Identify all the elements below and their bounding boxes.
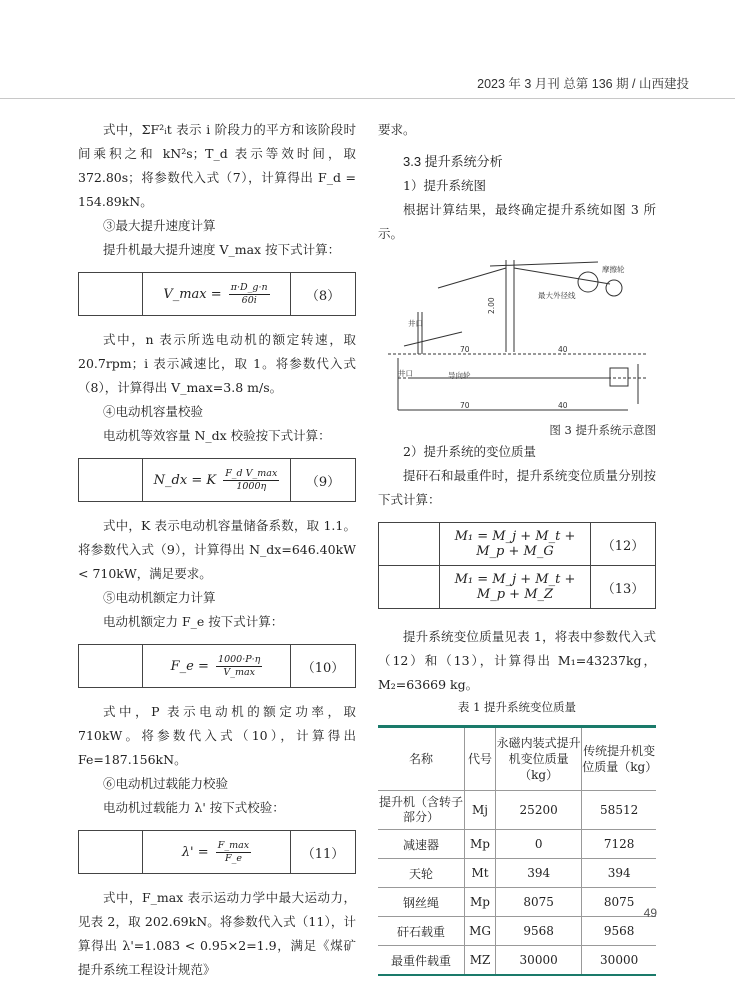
diagram-label-dim-40-bottom: 40	[558, 401, 568, 410]
table-row: 最重件载重 MZ 30000 30000	[378, 946, 656, 976]
paragraph-k-def: 式中，K 表示电动机容量储备系数，取 1.1。将参数代入式（9），计算得出 N_dx=646.40kW < 710kW，满足要求。	[78, 518, 356, 581]
diagram-label-dim-70-bottom: 70	[460, 401, 470, 410]
table-row: 减速器 Mp 0 7128	[378, 830, 656, 859]
eq11-numerator: F_max	[217, 839, 250, 851]
section-overload: ⑥电动机过载能力校验	[103, 776, 229, 791]
eq10-lhs: F_e =	[170, 658, 209, 674]
running-header: 2023 年 3 月刊 总第 136 期 / 山西建投	[477, 77, 689, 91]
eq8-lhs: V_max =	[163, 286, 222, 302]
eq13-number: （13）	[591, 566, 656, 609]
diagram-label-max-diameter: 最大外径线	[538, 291, 576, 300]
eq12-number: （12）	[591, 523, 656, 566]
eq13-expression: M₁ = M_j + M_t + M_p + M_Z	[440, 566, 591, 609]
eq10-number: （10）	[291, 645, 356, 688]
equation-10	[78, 644, 356, 688]
hoist-system-diagram	[378, 254, 656, 414]
paragraph-mass-result: 提升系统变位质量见表 1，将表中参数代入式（12）和（13），计算得出 M₁=43237kg，M₂=63669 kg。	[378, 629, 656, 692]
diagram-label-height: 2.00	[487, 297, 496, 314]
eq9-number: （9）	[291, 459, 356, 502]
variable-mass-table	[378, 725, 656, 976]
eq9-lhs: N_dx = K	[153, 472, 217, 488]
paragraph-fe-intro: 电动机额定力 F_e 按下式计算：	[103, 614, 284, 629]
eq10-denominator: V_max	[223, 666, 255, 678]
diagram-label-wellhead-bottom: 井口	[398, 369, 413, 378]
section-heading-3-3: 3.3 提升系统分析	[403, 154, 503, 169]
eq10-fraction	[216, 654, 262, 679]
paragraph-n-def: 式中，n 表示所选电动机的额定转速，取 20.7rpm；i 表示减速比，取 1。将参数代入式（8），计算得出 V_max=3.8 m/s。	[78, 332, 356, 395]
diagram-guide-wheel	[606, 280, 622, 296]
diagram-label-friction-wheel: 摩擦轮	[602, 265, 625, 274]
table-header-pm-mass: 永磁内装式提升机变位质量（kg）	[496, 727, 582, 791]
table-header-name: 名称	[378, 727, 465, 791]
paragraph-continued: 要求。	[378, 122, 416, 137]
paragraph-lambda-intro: 电动机过载能力 λ' 按下式校验：	[103, 800, 285, 815]
diagram-label-guide-wheel: 导向轮	[448, 371, 471, 380]
table-row: 矸石载重 MG 9568 9568	[378, 917, 656, 946]
eq11-lhs: λ' =	[181, 844, 209, 860]
section-rated-force: ⑤电动机额定力计算	[103, 590, 216, 605]
page-number: 49	[643, 906, 657, 920]
table-row: 天轮 Mt 394 394	[378, 859, 656, 888]
section-motor-capacity: ④电动机容量校验	[103, 404, 204, 419]
equation-8	[78, 272, 356, 316]
eq11-fraction	[216, 840, 251, 865]
table-header-code: 代号	[465, 727, 496, 791]
eq11-number: （11）	[291, 831, 356, 874]
table-caption: 表 1 提升系统变位质量	[457, 700, 577, 714]
paragraph-fmax-def: 式中，F_max 表示运动力学中最大运动力，见表 2，取 202.69kN。将参数代入式（11），计算得出 λ'=1.083 < 0.95×2=1.9，满足《煤矿提升系统工程设计规范》	[78, 890, 356, 977]
right-column	[378, 118, 656, 976]
paragraph-mass-intro: 提矸石和最重件时，提升系统变位质量分别按下式计算：	[378, 468, 656, 507]
paragraph-ndx-intro: 电动机等效容量 N_dx 校验按下式计算：	[103, 428, 331, 443]
table-row: 提升机（含转子部分） Mj 25200 58512	[378, 791, 656, 830]
header-rule	[0, 98, 735, 99]
eq9-numerator: F_d V_max	[225, 467, 278, 479]
equation-11	[78, 830, 356, 874]
subsection-system-diagram: 1）提升系统图	[403, 178, 486, 193]
table-row: 钢丝绳 Mp 8075 8075	[378, 888, 656, 917]
figure-caption: 图 3 提升系统示意图	[549, 423, 656, 437]
eq10-numerator: 1000·P·η	[218, 653, 261, 665]
paragraph-p-def: 式中，P 表示电动机的额定功率，取 710kW。将参数代入式（10），计算得出 Fe=187.156kN。	[78, 704, 356, 767]
diagram-lower-box	[610, 368, 628, 386]
eq8-denominator: 60i	[241, 294, 257, 306]
diagram-incline	[404, 332, 462, 346]
equation-12-13	[378, 522, 656, 609]
eq11-denominator: F_e	[225, 852, 242, 864]
eq8-number: （8）	[291, 273, 356, 316]
subsection-variable-mass: 2）提升系统的变位质量	[403, 444, 536, 459]
eq9-fraction	[223, 468, 279, 493]
paragraph-td: 式中，ΣF²ᵢt 表示 i 阶段力的平方和该阶段时间乘积之和 kN²s；T_d 表示等效时间，取 372.80s；将参数代入式（7），计算得出 F_d = 154.89kN。	[78, 122, 356, 209]
eq8-numerator: π·D_g·n	[230, 281, 268, 293]
diagram-label-wellhead-top: 井口	[408, 319, 423, 328]
diagram-label-dim-70-top: 70	[460, 345, 470, 354]
left-column	[78, 118, 356, 982]
table-header-traditional-mass: 传统提升机变位质量（kg）	[582, 727, 656, 791]
eq8-fraction	[229, 282, 270, 307]
eq9-denominator: 1000η	[236, 480, 267, 492]
eq12-expression: M₁ = M_j + M_t + M_p + M_G	[440, 523, 591, 566]
diagram-label-dim-40-top: 40	[558, 345, 568, 354]
equation-9	[78, 458, 356, 502]
diagram-rope-left	[438, 268, 506, 288]
paragraph-figure-ref: 根据计算结果，最终确定提升系统如图 3 所示。	[378, 202, 656, 241]
section-max-speed: ③最大提升速度计算	[103, 218, 216, 233]
paragraph-vmax-intro: 提升机最大提升速度 V_max 按下式计算：	[103, 242, 341, 257]
